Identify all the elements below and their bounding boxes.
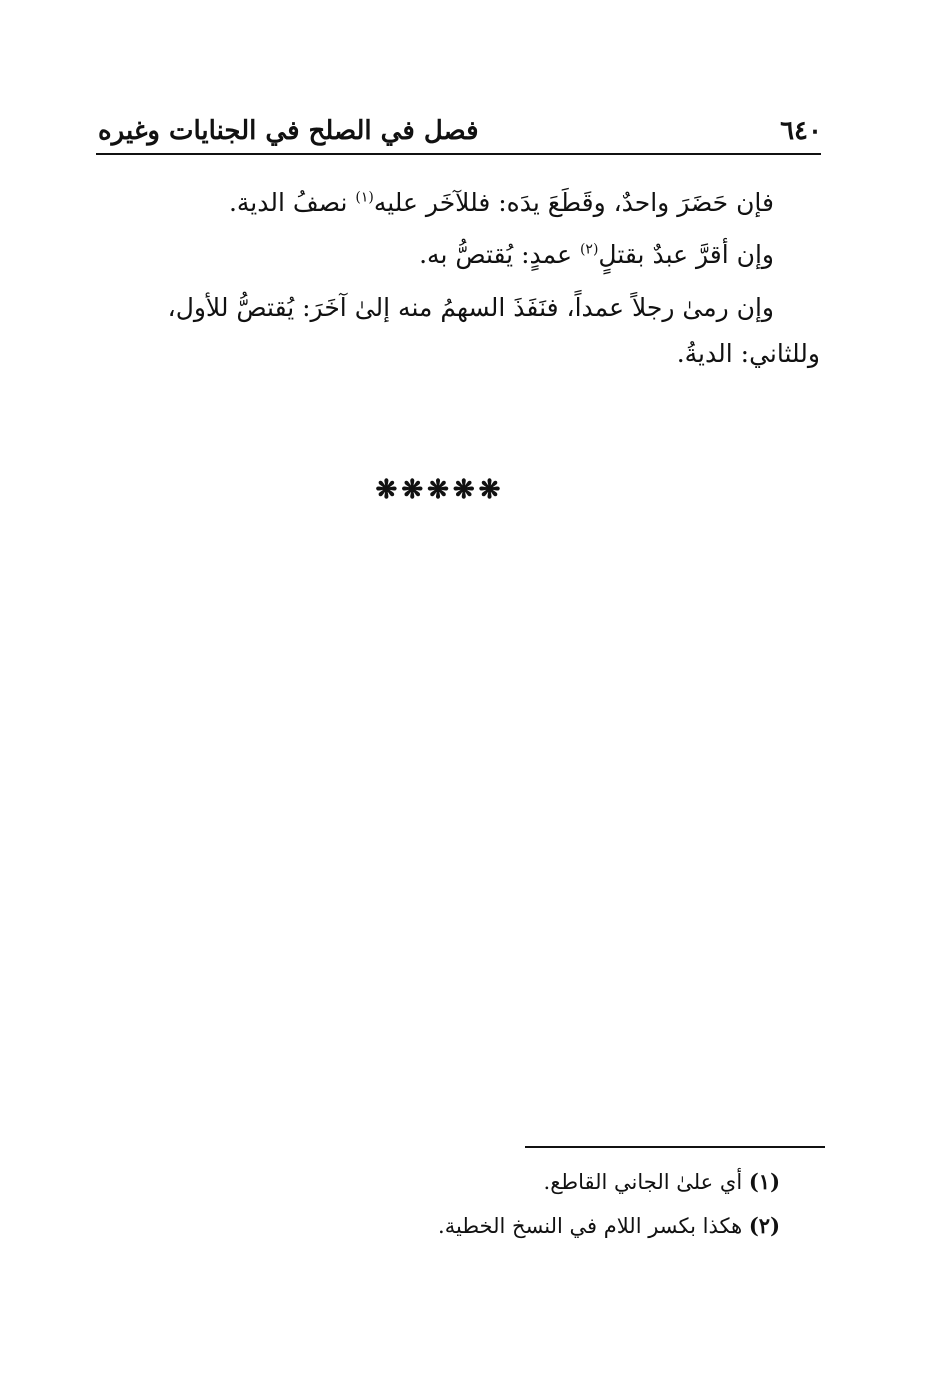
footnote-marker: (٢)	[579, 241, 599, 258]
paragraph-text: وإن أقرَّ عبدٌ بقتلٍ	[598, 240, 774, 270]
paragraph-text: وإن رمىٰ رجلاً عمداً، فنَفَذَ السهمُ منه إلىٰ آخَرَ: يُقتصُّ للأول، وللثاني: الديةُ.	[167, 292, 820, 368]
paragraph-2	[100, 232, 820, 278]
running-title: فصل في الصلح في الجنايات وغيره	[98, 116, 479, 146]
page-header	[98, 112, 822, 154]
footnote-text: أي علىٰ الجاني القاطع.	[543, 1170, 749, 1194]
paragraph-3	[100, 285, 820, 378]
page-number: ٦٤٠	[780, 116, 822, 146]
footnotes	[300, 1160, 780, 1248]
paragraph-text: نصفُ الدية.	[228, 188, 356, 217]
paragraph-text: فإن حَضَرَ واحدٌ، وقَطَعَ يدَه: فللآخَر عليه	[373, 188, 774, 217]
paragraph-text: عمدٍ: يُقتصُّ به.	[419, 240, 580, 270]
section-end-ornament: ❋❋❋❋❋	[375, 475, 505, 505]
footnote-text: هكذا بكسر اللام في النسخ الخطية.	[438, 1214, 749, 1239]
footnote-number: (١)	[748, 1169, 780, 1194]
footnote-divider	[525, 1146, 825, 1148]
main-text	[100, 180, 820, 383]
footnote-1	[300, 1160, 780, 1204]
paragraph-1	[100, 180, 820, 226]
header-divider	[96, 153, 821, 155]
footnote-2	[300, 1204, 780, 1248]
footnote-marker: (١)	[355, 189, 374, 206]
footnote-number: (٢)	[748, 1213, 780, 1239]
